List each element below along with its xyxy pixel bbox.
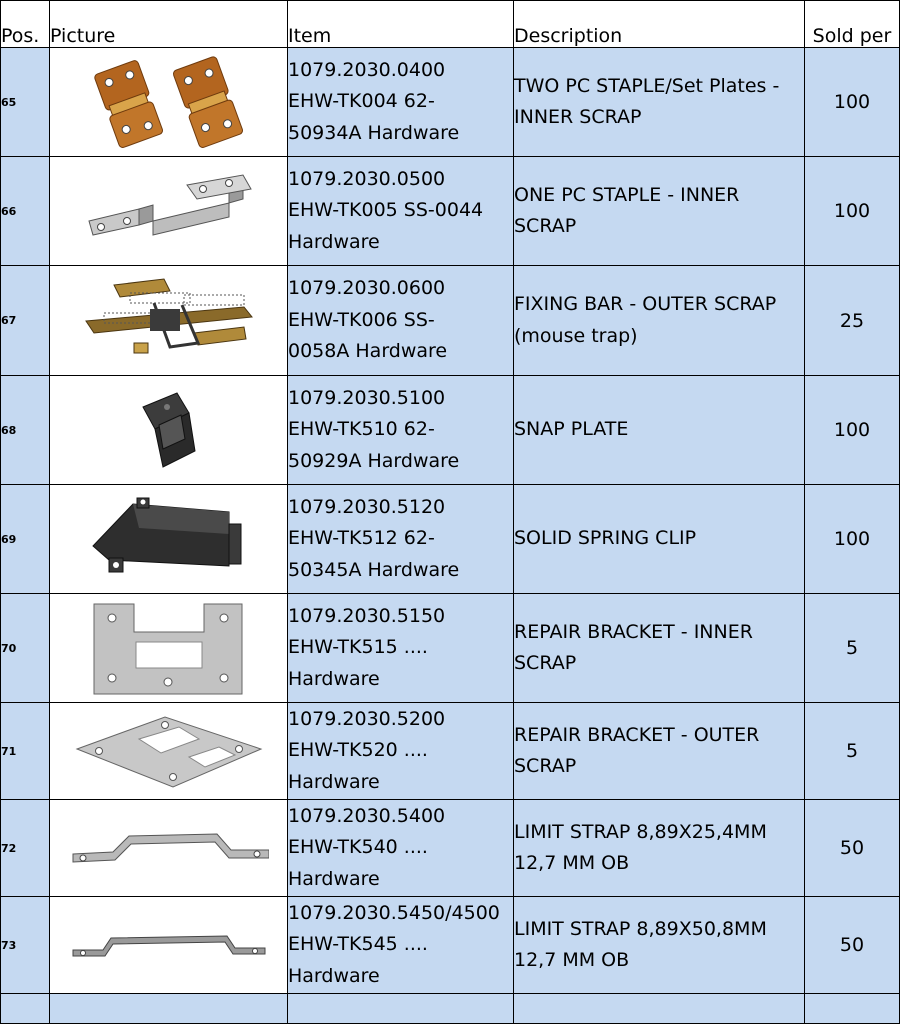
empty-cell — [514, 994, 805, 1024]
description-line: SCRAP — [514, 755, 577, 777]
empty-cell — [805, 994, 900, 1024]
table-body — [1, 48, 900, 1024]
picture-cell — [50, 376, 288, 485]
description-line: SNAP PLATE — [514, 418, 629, 441]
limit-strap-long-photo — [69, 930, 269, 960]
description-line: (mouse trap) — [514, 324, 638, 347]
description-line: LIMIT STRAP 8,89X25,4MM — [514, 820, 767, 843]
pos-cell: 68 — [1, 376, 50, 485]
description-line: 12,7 MM OB — [514, 852, 630, 874]
description-cell — [514, 703, 805, 800]
item-line: EHW-TK004 62- — [288, 90, 435, 113]
item-cell — [288, 266, 514, 376]
item-line: EHW-TK006 SS- — [288, 308, 435, 331]
item-cell — [288, 48, 514, 157]
item-line: Hardware — [288, 667, 380, 690]
repair-bracket-outer-photo — [69, 709, 269, 794]
item-cell — [288, 594, 514, 703]
snap-plate-photo — [129, 385, 209, 475]
pos-cell: 70 — [1, 594, 50, 703]
pos-cell: 67 — [1, 266, 50, 376]
description-cell — [514, 485, 805, 594]
description-cell — [514, 48, 805, 157]
sold-per-cell: 100 — [805, 485, 900, 594]
item-cell — [288, 800, 514, 897]
picture-cell — [50, 157, 288, 266]
picture-cell — [50, 703, 288, 800]
description-line: SCRAP — [514, 215, 577, 237]
header-item: Item — [288, 1, 514, 48]
item-line: 1079.2030.5200 — [288, 707, 446, 730]
item-line: EHW-TK512 62- — [288, 527, 435, 550]
description-cell — [514, 594, 805, 703]
header-sold-per: Sold per — [805, 1, 900, 48]
solid-spring-clip-photo — [79, 494, 259, 584]
empty-row — [1, 994, 900, 1024]
item-line: Hardware — [288, 867, 380, 890]
item-line: 1079.2030.5150 — [288, 604, 446, 627]
item-line: EHW-TK005 SS-0044 — [288, 199, 484, 222]
fixing-bar-mouse-trap-photo — [74, 273, 264, 368]
sold-per-cell: 100 — [805, 157, 900, 266]
picture-cell — [50, 800, 288, 897]
one-piece-staple-photo — [79, 169, 259, 254]
pos-cell: 73 — [1, 897, 50, 994]
item-line: 50929A Hardware — [288, 449, 460, 472]
item-line: 1079.2030.5400 — [288, 804, 446, 827]
repair-bracket-inner-photo — [84, 598, 254, 698]
description-cell — [514, 266, 805, 376]
header-description: Description — [514, 1, 805, 48]
sold-per-cell: 100 — [805, 48, 900, 157]
item-line: 0058A Hardware — [288, 340, 448, 363]
table-row — [1, 594, 900, 703]
empty-cell — [50, 994, 288, 1024]
item-cell — [288, 376, 514, 485]
table-row — [1, 800, 900, 897]
description-line: INNER SCRAP — [514, 106, 642, 128]
description-line: SCRAP — [514, 652, 577, 674]
pos-cell: 71 — [1, 703, 50, 800]
pos-cell: 72 — [1, 800, 50, 897]
pos-cell: 65 — [1, 48, 50, 157]
header-picture: Picture — [50, 1, 288, 48]
item-line: EHW-TK545 .... — [288, 933, 428, 956]
description-line: SOLID SPRING CLIP — [514, 527, 697, 550]
item-line: 1079.2030.5120 — [288, 495, 446, 518]
table-row — [1, 703, 900, 800]
item-line: 1079.2030.5450/4500 — [288, 901, 500, 924]
item-cell — [288, 703, 514, 800]
item-cell — [288, 157, 514, 266]
table-row — [1, 157, 900, 266]
table-row — [1, 485, 900, 594]
header-pos: Pos. — [1, 1, 50, 48]
empty-cell — [1, 994, 50, 1024]
description-cell — [514, 897, 805, 994]
two-piece-staple-photo — [84, 55, 254, 150]
table-row — [1, 897, 900, 994]
sold-per-cell: 25 — [805, 266, 900, 376]
table-row — [1, 376, 900, 485]
item-line: 1079.2030.0400 — [288, 58, 446, 81]
limit-strap-short-photo — [69, 828, 269, 868]
description-cell — [514, 800, 805, 897]
empty-cell — [288, 994, 514, 1024]
table-row — [1, 266, 900, 376]
description-line: FIXING BAR - OUTER SCRAP — [514, 293, 777, 315]
description-line: ONE PC STAPLE - INNER — [514, 183, 740, 206]
description-cell — [514, 157, 805, 266]
item-line: 1079.2030.0500 — [288, 167, 446, 190]
item-line: EHW-TK520 .... — [288, 739, 428, 762]
item-line: Hardware — [288, 770, 380, 793]
item-cell — [288, 897, 514, 994]
sold-per-cell: 50 — [805, 897, 900, 994]
item-line: 50934A Hardware — [288, 121, 460, 144]
item-line: 1079.2030.5100 — [288, 386, 446, 409]
description-line: LIMIT STRAP 8,89X50,8MM — [514, 917, 767, 940]
item-line: EHW-TK515 .... — [288, 636, 428, 659]
picture-cell — [50, 485, 288, 594]
picture-cell — [50, 48, 288, 157]
description-line: REPAIR BRACKET - INNER — [514, 620, 753, 643]
sold-per-cell: 5 — [805, 594, 900, 703]
description-line: TWO PC STAPLE/Set Plates - — [514, 74, 780, 97]
header-row — [1, 1, 900, 48]
picture-cell — [50, 266, 288, 376]
pos-cell: 66 — [1, 157, 50, 266]
item-line: EHW-TK540 .... — [288, 836, 428, 859]
item-line: Hardware — [288, 230, 380, 253]
pos-cell: 69 — [1, 485, 50, 594]
item-line: 50345A Hardware — [288, 558, 460, 581]
description-line: REPAIR BRACKET - OUTER — [514, 723, 760, 746]
description-line: 12,7 MM OB — [514, 949, 630, 971]
item-line: EHW-TK510 62- — [288, 418, 435, 441]
picture-cell — [50, 897, 288, 994]
item-cell — [288, 485, 514, 594]
table-row — [1, 48, 900, 157]
item-line: 1079.2030.0600 — [288, 277, 446, 300]
sold-per-cell: 5 — [805, 703, 900, 800]
item-line: Hardware — [288, 964, 380, 987]
sold-per-cell: 100 — [805, 376, 900, 485]
description-cell — [514, 376, 805, 485]
picture-cell — [50, 594, 288, 703]
sold-per-cell: 50 — [805, 800, 900, 897]
